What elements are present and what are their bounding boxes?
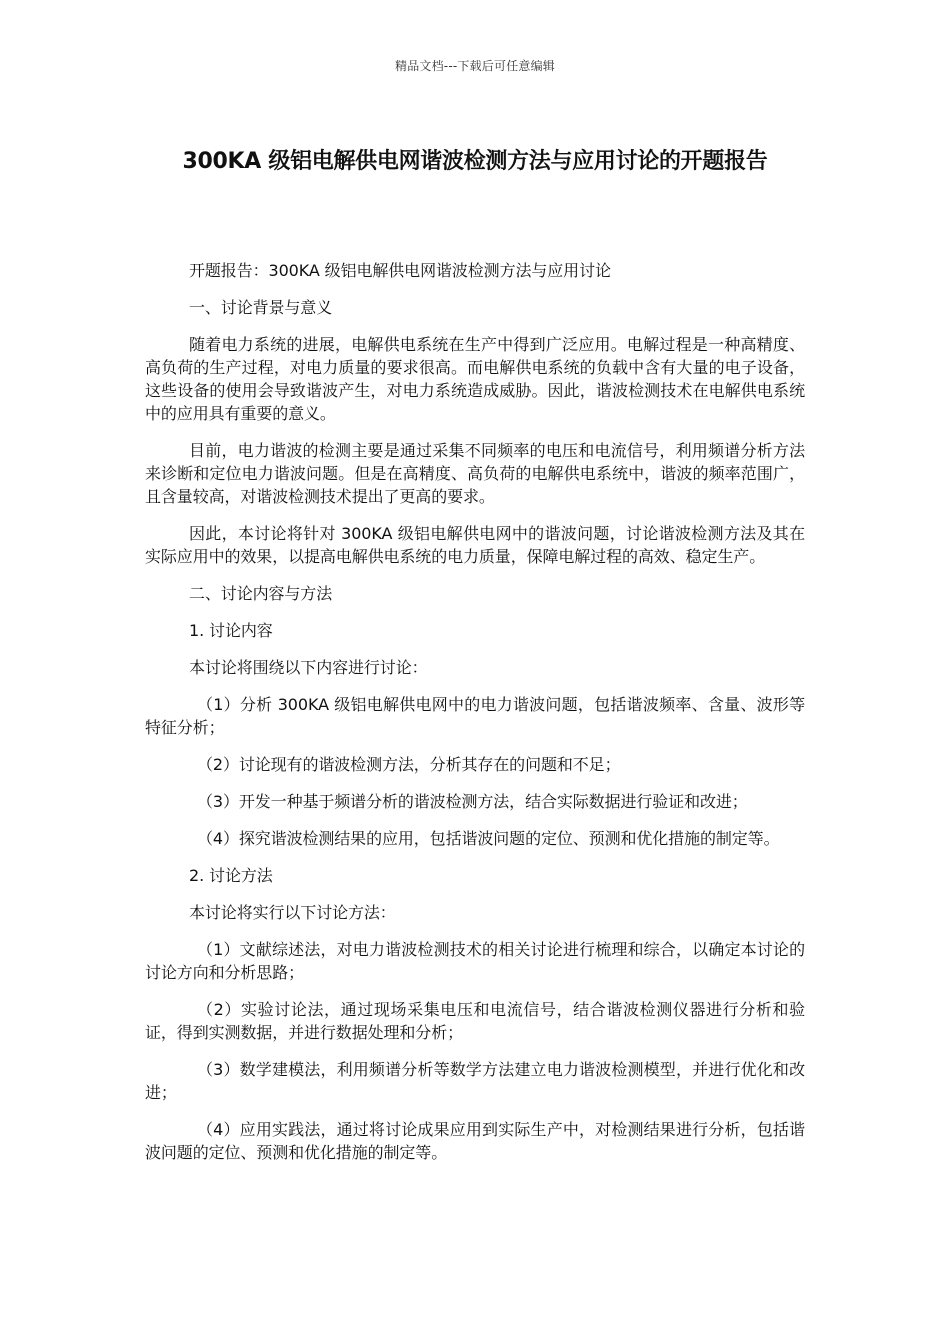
header-note: 精品文档---下载后可任意编辑 [395, 59, 555, 73]
method-intro: 本讨论将实行以下讨论方法： [189, 903, 396, 922]
content-item-2: （2）讨论现有的谐波检测方法，分析其存在的问题和不足； [197, 755, 621, 774]
document-body [145, 259, 805, 1178]
method-item-2: （2）实验讨论法，通过现场采集电压和电流信号，结合谐波检测仪器进行分析和验证，得到实测数据，并进行数据处理和分析； [145, 1000, 805, 1042]
subheading-method: 2. 讨论方法 [189, 866, 273, 885]
section-heading-background: 一、讨论背景与意义 [189, 298, 333, 317]
section-heading-content-method: 二、讨论内容与方法 [189, 584, 333, 603]
paragraph-background-3: 因此，本讨论将针对 300KA 级铝电解供电网中的谐波问题，讨论谐波检测方法及其在实际应用中的效果，以提高电解供电系统的电力质量，保障电解过程的高效、稳定生产。 [145, 524, 805, 566]
content-item-1: （1）分析 300KA 级铝电解供电网中的电力谐波问题，包括谐波频率、含量、波形等特征分析； [145, 695, 805, 737]
method-item-1: （1）文献综述法，对电力谐波检测技术的相关讨论进行梳理和综合，以确定本讨论的讨论方向和分析思路； [145, 940, 805, 982]
content-intro: 本讨论将围绕以下内容进行讨论： [189, 658, 428, 677]
report-subject: 开题报告：300KA 级铝电解供电网谐波检测方法与应用讨论 [189, 261, 611, 280]
paragraph-background-2: 目前，电力谐波的检测主要是通过采集不同频率的电压和电流信号，利用频谱分析方法来诊断和定位电力谐波问题。但是在高精度、高负荷的电解供电系统中，谐波的频率范围广，且含量较高，对谐波检测技术提出了更高的要求。 [145, 441, 805, 506]
method-item-3: （3）数学建模法，利用频谱分析等数学方法建立电力谐波检测模型，并进行优化和改进； [145, 1060, 805, 1102]
subheading-content: 1. 讨论内容 [189, 621, 273, 640]
paragraph-background-1: 随着电力系统的进展，电解供电系统在生产中得到广泛应用。电解过程是一种高精度、高负荷的生产过程，对电力质量的要求很高。而电解供电系统的负载中含有大量的电子设备，这些设备的使用会导致谐波产生，对电力系统造成威胁。因此，谐波检测技术在电解供电系统中的应用具有重要的意义。 [145, 335, 805, 423]
document-title: 300KA 级铝电解供电网谐波检测方法与应用讨论的开题报告 [182, 149, 768, 174]
method-item-4: （4）应用实践法，通过将讨论成果应用到实际生产中，对检测结果进行分析，包括谐波问题的定位、预测和优化措施的制定等。 [145, 1120, 805, 1162]
content-item-3: （3）开发一种基于频谱分析的谐波检测方法，结合实际数据进行验证和改进； [197, 792, 748, 811]
content-item-4: （4）探究谐波检测结果的应用，包括谐波问题的定位、预测和优化措施的制定等。 [197, 829, 780, 848]
